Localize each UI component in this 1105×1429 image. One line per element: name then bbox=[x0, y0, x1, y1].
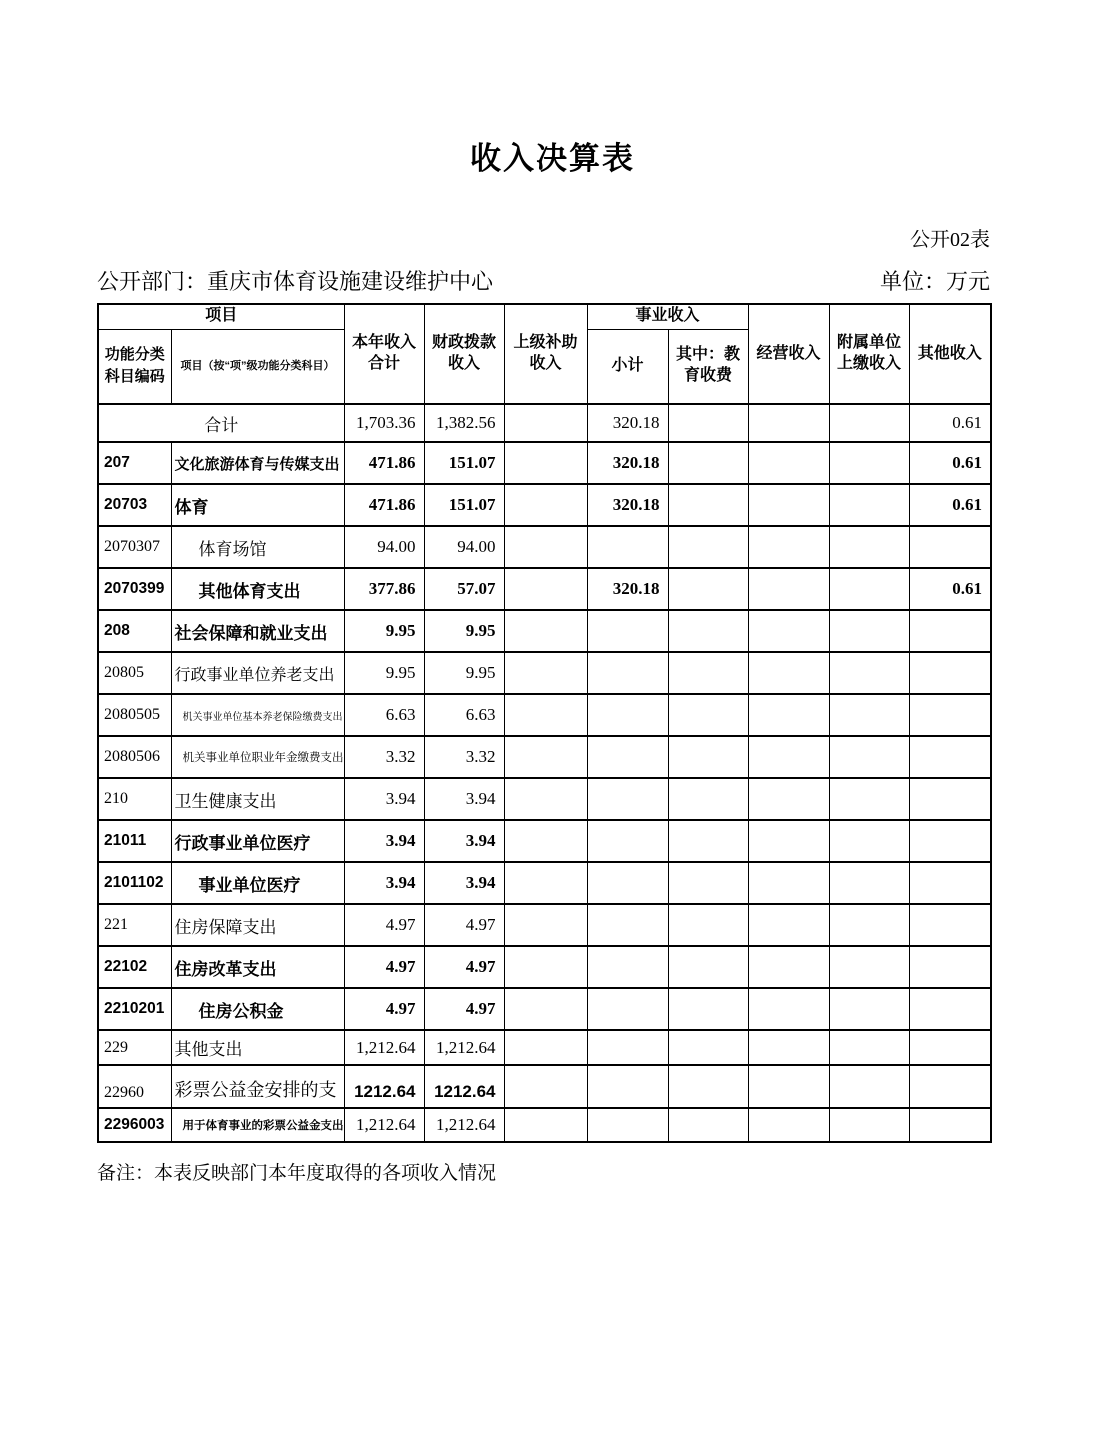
table-row bbox=[98, 736, 991, 778]
cell-fiscal: 151.07 bbox=[424, 442, 504, 484]
cell-edu bbox=[668, 988, 748, 1030]
cell-other bbox=[909, 1108, 991, 1142]
cell-fiscal: 1,212.64 bbox=[424, 1108, 504, 1142]
cell-subtotal bbox=[587, 736, 668, 778]
cell-subsidy bbox=[504, 862, 587, 904]
content-area bbox=[97, 223, 990, 1185]
cell-other: 0.61 bbox=[909, 404, 991, 442]
cell-subsidy bbox=[504, 946, 587, 988]
cell-edu bbox=[668, 1108, 748, 1142]
cell-name: 行政事业单位养老支出 bbox=[171, 652, 344, 694]
cell-code: 22960 bbox=[98, 1065, 171, 1108]
cell-other: 0.61 bbox=[909, 442, 991, 484]
cell-fiscal: 9.95 bbox=[424, 652, 504, 694]
cell-subsidy bbox=[504, 736, 587, 778]
cell-subsidy bbox=[504, 1065, 587, 1108]
cell-other bbox=[909, 1065, 991, 1108]
table-row bbox=[98, 404, 991, 442]
cell-edu bbox=[668, 946, 748, 988]
department-label: 公开部门：重庆市体育设施建设维护中心 bbox=[97, 269, 494, 294]
cell-total: 3.94 bbox=[344, 820, 424, 862]
cell-other bbox=[909, 526, 991, 568]
cell-affiliated bbox=[829, 1065, 909, 1108]
table-row bbox=[98, 1030, 991, 1065]
cell-subtotal bbox=[587, 694, 668, 736]
note: 备注：本表反映部门本年度取得的各项收入情况 bbox=[97, 1163, 497, 1184]
cell-name: 社会保障和就业支出 bbox=[171, 610, 344, 652]
cell-other bbox=[909, 988, 991, 1030]
cell-edu bbox=[668, 526, 748, 568]
cell-edu bbox=[668, 404, 748, 442]
cell-name: 其他支出 bbox=[171, 1030, 344, 1065]
cell-other bbox=[909, 610, 991, 652]
header-business-group: 事业收入 bbox=[587, 304, 748, 329]
cell-name: 住房保障支出 bbox=[171, 904, 344, 946]
cell-code: 2070399 bbox=[98, 568, 171, 610]
cell-affiliated bbox=[829, 694, 909, 736]
cell-total: 1,212.64 bbox=[344, 1108, 424, 1142]
cell-other bbox=[909, 694, 991, 736]
cell-name: 彩票公益金安排的支 bbox=[171, 1065, 344, 1108]
cell-other: 0.61 bbox=[909, 484, 991, 526]
cell-edu bbox=[668, 610, 748, 652]
cell-other bbox=[909, 1030, 991, 1065]
cell-code: 2210201 bbox=[98, 988, 171, 1030]
cell-fiscal: 57.07 bbox=[424, 568, 504, 610]
cell-fiscal: 94.00 bbox=[424, 526, 504, 568]
cell-affiliated bbox=[829, 652, 909, 694]
cell-edu bbox=[668, 820, 748, 862]
cell-edu bbox=[668, 778, 748, 820]
cell-operating bbox=[748, 904, 829, 946]
cell-affiliated bbox=[829, 820, 909, 862]
cell-total: 3.94 bbox=[344, 862, 424, 904]
header-total: 本年收入合计 bbox=[344, 304, 424, 404]
cell-code: 2070307 bbox=[98, 526, 171, 568]
cell-operating bbox=[748, 778, 829, 820]
cell-affiliated bbox=[829, 484, 909, 526]
cell-fiscal: 4.97 bbox=[424, 988, 504, 1030]
cell-operating bbox=[748, 568, 829, 610]
cell-code: 22102 bbox=[98, 946, 171, 988]
cell-operating bbox=[748, 526, 829, 568]
cell-name: 机关事业单位基本养老保险缴费支出 bbox=[171, 694, 344, 736]
cell-subsidy bbox=[504, 442, 587, 484]
cell-total: 3.32 bbox=[344, 736, 424, 778]
cell-subsidy bbox=[504, 1108, 587, 1142]
cell-operating bbox=[748, 820, 829, 862]
cell-subsidy bbox=[504, 694, 587, 736]
header-fiscal: 财政拨款收入 bbox=[424, 304, 504, 404]
cell-other bbox=[909, 946, 991, 988]
cell-name: 机关事业单位职业年金缴费支出 bbox=[171, 736, 344, 778]
cell-code: 20805 bbox=[98, 652, 171, 694]
cell-other bbox=[909, 904, 991, 946]
header-superior-subsidy: 上级补助收入 bbox=[504, 304, 587, 404]
cell-total: 3.94 bbox=[344, 778, 424, 820]
cell-fiscal: 1212.64 bbox=[424, 1065, 504, 1108]
cell-subsidy bbox=[504, 820, 587, 862]
cell-fiscal: 4.97 bbox=[424, 946, 504, 988]
cell-code: 207 bbox=[98, 442, 171, 484]
cell-operating bbox=[748, 484, 829, 526]
cell-other bbox=[909, 736, 991, 778]
cell-subtotal bbox=[587, 820, 668, 862]
header-operating: 经营收入 bbox=[748, 304, 829, 404]
table-row bbox=[98, 568, 991, 610]
cell-other bbox=[909, 652, 991, 694]
cell-subsidy bbox=[504, 778, 587, 820]
cell-code: 208 bbox=[98, 610, 171, 652]
header-code: 功能分类科目编码 bbox=[98, 329, 171, 404]
cell-affiliated bbox=[829, 736, 909, 778]
header-project-group: 项目 bbox=[98, 304, 344, 329]
cell-subsidy bbox=[504, 610, 587, 652]
cell-code: 21011 bbox=[98, 820, 171, 862]
cell-operating bbox=[748, 442, 829, 484]
cell-edu bbox=[668, 484, 748, 526]
cell-affiliated bbox=[829, 442, 909, 484]
cell-total: 4.97 bbox=[344, 988, 424, 1030]
cell-total: 6.63 bbox=[344, 694, 424, 736]
cell-name: 文化旅游体育与传媒支出 bbox=[171, 442, 344, 484]
cell-total: 377.86 bbox=[344, 568, 424, 610]
cell-code: 2080505 bbox=[98, 694, 171, 736]
cell-total: 1,212.64 bbox=[344, 1030, 424, 1065]
cell-other bbox=[909, 820, 991, 862]
cell-subtotal bbox=[587, 1108, 668, 1142]
form-code: 公开02表 bbox=[910, 229, 990, 251]
cell-subsidy bbox=[504, 526, 587, 568]
cell-fiscal: 4.97 bbox=[424, 904, 504, 946]
cell-total: 471.86 bbox=[344, 484, 424, 526]
cell-edu bbox=[668, 1065, 748, 1108]
cell-subtotal bbox=[587, 610, 668, 652]
cell-affiliated bbox=[829, 862, 909, 904]
table-body bbox=[98, 404, 991, 1142]
cell-total: 471.86 bbox=[344, 442, 424, 484]
cell-edu bbox=[668, 568, 748, 610]
cell-total: 4.97 bbox=[344, 946, 424, 988]
header-affiliated: 附属单位上缴收入 bbox=[829, 304, 909, 404]
cell-total: 1212.64 bbox=[344, 1065, 424, 1108]
cell-edu bbox=[668, 694, 748, 736]
cell-subtotal bbox=[587, 862, 668, 904]
cell-name: 其他体育支出 bbox=[171, 568, 344, 610]
table-row bbox=[98, 862, 991, 904]
cell-name: 用于体育事业的彩票公益金支出 bbox=[171, 1108, 344, 1142]
unit-label: 单位：万元 bbox=[879, 269, 990, 294]
cell-name: 体育 bbox=[171, 484, 344, 526]
cell-subtotal bbox=[587, 988, 668, 1030]
cell-subtotal bbox=[587, 778, 668, 820]
cell-operating bbox=[748, 610, 829, 652]
cell-affiliated bbox=[829, 778, 909, 820]
cell-subsidy bbox=[504, 652, 587, 694]
table-row bbox=[98, 778, 991, 820]
cell-subtotal: 320.18 bbox=[587, 484, 668, 526]
table-row bbox=[98, 946, 991, 988]
cell-affiliated bbox=[829, 568, 909, 610]
cell-fiscal: 3.94 bbox=[424, 778, 504, 820]
cell-other: 0.61 bbox=[909, 568, 991, 610]
cell-affiliated bbox=[829, 988, 909, 1030]
table-row bbox=[98, 442, 991, 484]
cell-name: 体育场馆 bbox=[171, 526, 344, 568]
cell-subsidy bbox=[504, 904, 587, 946]
cell-subtotal bbox=[587, 1030, 668, 1065]
header-education-fee: 其中：教育收费 bbox=[668, 329, 748, 404]
cell-fiscal: 3.94 bbox=[424, 820, 504, 862]
cell-name: 事业单位医疗 bbox=[171, 862, 344, 904]
header-other: 其他收入 bbox=[909, 304, 991, 404]
cell-subtotal: 320.18 bbox=[587, 442, 668, 484]
table-row bbox=[98, 988, 991, 1030]
cell-fiscal: 151.07 bbox=[424, 484, 504, 526]
page-title: 收入决算表 bbox=[470, 141, 635, 176]
cell-operating bbox=[748, 946, 829, 988]
cell-fiscal: 3.94 bbox=[424, 862, 504, 904]
cell-fiscal: 1,382.56 bbox=[424, 404, 504, 442]
cell-code: 20703 bbox=[98, 484, 171, 526]
cell-code: 2080506 bbox=[98, 736, 171, 778]
cell-operating bbox=[748, 988, 829, 1030]
cell-affiliated bbox=[829, 1030, 909, 1065]
table-row bbox=[98, 610, 991, 652]
cell-fiscal: 6.63 bbox=[424, 694, 504, 736]
cell-edu bbox=[668, 652, 748, 694]
cell-affiliated bbox=[829, 1108, 909, 1142]
cell-affiliated bbox=[829, 526, 909, 568]
cell-subtotal bbox=[587, 946, 668, 988]
cell-edu bbox=[668, 862, 748, 904]
cell-name: 住房改革支出 bbox=[171, 946, 344, 988]
cell-subtotal bbox=[587, 526, 668, 568]
cell-code: 229 bbox=[98, 1030, 171, 1065]
table-row bbox=[98, 484, 991, 526]
cell-other bbox=[909, 778, 991, 820]
cell-subtotal bbox=[587, 652, 668, 694]
table-row bbox=[98, 652, 991, 694]
table-header bbox=[98, 304, 991, 404]
table-row bbox=[98, 526, 991, 568]
cell-subtotal: 320.18 bbox=[587, 404, 668, 442]
cell-subtotal bbox=[587, 1065, 668, 1108]
cell-code: 2296003 bbox=[98, 1108, 171, 1142]
cell-edu bbox=[668, 442, 748, 484]
cell-operating bbox=[748, 1030, 829, 1065]
cell-subsidy bbox=[504, 1030, 587, 1065]
cell-total: 9.95 bbox=[344, 610, 424, 652]
cell-operating bbox=[748, 404, 829, 442]
cell-fiscal: 3.32 bbox=[424, 736, 504, 778]
cell-total: 94.00 bbox=[344, 526, 424, 568]
cell-code: 210 bbox=[98, 778, 171, 820]
cell-operating bbox=[748, 736, 829, 778]
cell-total-label: 合计 bbox=[98, 404, 344, 442]
cell-name: 卫生健康支出 bbox=[171, 778, 344, 820]
cell-edu bbox=[668, 904, 748, 946]
cell-fiscal: 1,212.64 bbox=[424, 1030, 504, 1065]
income-table bbox=[97, 303, 992, 1143]
cell-subtotal bbox=[587, 904, 668, 946]
table-row bbox=[98, 694, 991, 736]
cell-operating bbox=[748, 1108, 829, 1142]
cell-total: 1,703.36 bbox=[344, 404, 424, 442]
cell-subsidy bbox=[504, 568, 587, 610]
cell-edu bbox=[668, 736, 748, 778]
cell-subtotal: 320.18 bbox=[587, 568, 668, 610]
cell-code: 221 bbox=[98, 904, 171, 946]
cell-fiscal: 9.95 bbox=[424, 610, 504, 652]
cell-operating bbox=[748, 1065, 829, 1108]
cell-subsidy bbox=[504, 484, 587, 526]
table-row bbox=[98, 820, 991, 862]
cell-operating bbox=[748, 694, 829, 736]
cell-operating bbox=[748, 652, 829, 694]
cell-edu bbox=[668, 1030, 748, 1065]
cell-name: 行政事业单位医疗 bbox=[171, 820, 344, 862]
table-row bbox=[98, 904, 991, 946]
table-row bbox=[98, 1108, 991, 1142]
header-item: 项目（按“项”级功能分类科目） bbox=[171, 329, 344, 404]
table-row bbox=[98, 1065, 991, 1108]
cell-subsidy bbox=[504, 988, 587, 1030]
cell-affiliated bbox=[829, 610, 909, 652]
meta-row bbox=[97, 265, 990, 296]
cell-affiliated bbox=[829, 946, 909, 988]
cell-total: 4.97 bbox=[344, 904, 424, 946]
header-subtotal: 小计 bbox=[587, 329, 668, 404]
cell-operating bbox=[748, 862, 829, 904]
cell-total: 9.95 bbox=[344, 652, 424, 694]
cell-subsidy bbox=[504, 404, 587, 442]
cell-other bbox=[909, 862, 991, 904]
cell-affiliated bbox=[829, 404, 909, 442]
cell-affiliated bbox=[829, 904, 909, 946]
cell-name: 住房公积金 bbox=[171, 988, 344, 1030]
cell-code: 2101102 bbox=[98, 862, 171, 904]
